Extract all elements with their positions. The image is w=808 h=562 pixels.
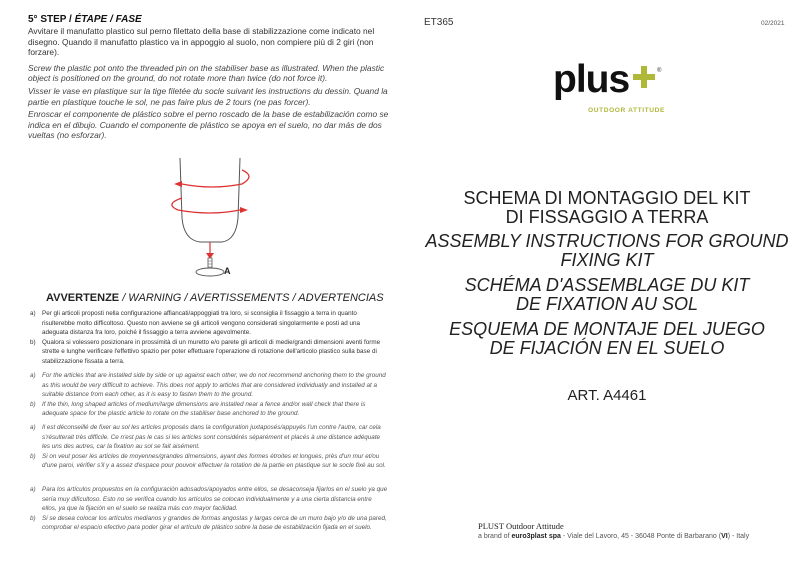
- warnings-fr: [30, 423, 388, 471]
- warning-item: a) Il est déconseillé de fixer au sol les articles proposés dans la configuration juxtaposés/appuyés l'un contre l'autre, car cela s'résulterait très difficile. Ce n'est pas le cas si les articles sont considérés séparément et placés à une distance adéquate les uns des autres, car la fixation au sol se fait aisément.: [30, 424, 381, 451]
- warning-item: b) Si se desea colocar los artículos medianos y grandes de formas angostas y largas cerca de un muro bajo y/o de una pared, comprobar el espacio efectivo para poder girar el artículo de plástico sobre la base de estabilización fijada en el suelo.: [30, 514, 387, 532]
- warning-item: b) If the thin, long shaped articles of medium/large dimensions are installed near a fence and/or wall check that there is adequate space for the plastic article to rotate on the stabiliser base anchored to the ground.: [30, 400, 366, 418]
- step-text-es: Enroscar el componente de plástico sobre el perno roscado de la base de estabilización como se indica en el dibujo. Cuando el componente de plástico se apoya en el suelo, no dar más de dos vueltas (no esforzar).: [28, 109, 389, 141]
- warning-item: b) Qualora si volessero posizionare in prossimità di un muretto e/o parete gli articoli di medie/grandi dimensioni aventi forme strette e lunghe verificare l'effettivo spazio per poter effettuare l'operazione di rotazione dell'articolo plastico sulla base di stabilizzazione fissata a terra.: [30, 338, 381, 365]
- step-text-en: Screw the plastic pot onto the threaded pin on the stabiliser base as illustrated. When the plastic object is positioned on the ground, do not rotate more than twice (do not force it).: [28, 62, 385, 84]
- brand-address: a brand of euro3plast spa - Viale del Lavoro, 45 - 36048 Ponte di Barbarano (VI) - Italy: [478, 533, 750, 540]
- rotation-arrowhead-top: [174, 181, 182, 187]
- plus-icon: [633, 66, 655, 88]
- part-label: A: [224, 266, 231, 276]
- warnings-title: AVVERTENZE / WARNING / AVERTISSEMENTS / ADVERTENCIAS: [46, 292, 384, 304]
- step-text-fr: Visser le vase en plastique sur la tige filetée du socle suivant les instructions du dessin. Quand la partie en plastique touche le sol, ne pas faire plus de 2 tours (ne pas forcer).: [28, 85, 388, 107]
- warning-item: a) Per gli articoli proposti nella configurazione affiancati/appoggiati tra loro, si sconsiglia il fissaggio a terra in quanto risulterebbe molto difficoltoso. Questo non avviene se gli articoli vengono considerati singolarmente e posti ad una adeguata distanza fra loro, poiché il fissaggio a terra avviene agevolmente.: [30, 310, 361, 337]
- logo-tagline: OUTDOOR ATTITUDE: [588, 107, 665, 114]
- document-date: 02/2021: [761, 20, 785, 27]
- assembly-illustration: [160, 158, 260, 282]
- warning-item: a) Para los artículos propuestos en la configuración adosados/apoyados entre ellos, se desaconseja fijarlos en el suelo ya que sería muy dificultoso. Esto no se verifica cuando los artículos se colocan individualmente y a una cierta distancia entre ellos, ya que la fijación en el suelo se realiza más con mayor facilidad.: [30, 486, 388, 513]
- rotation-arrowhead-bottom: [240, 207, 248, 213]
- article-number: ART. A4461: [567, 387, 647, 404]
- brand-logo: [553, 56, 665, 120]
- warnings-es: [30, 485, 388, 533]
- step-title: 5° STEP / ÉTAPE / FASE: [28, 14, 142, 25]
- brand-name: PLUST Outdoor Attitude: [478, 521, 564, 531]
- logo-wordmark: plus: [553, 58, 630, 101]
- document-code: ET365: [424, 17, 454, 28]
- rotation-arrow-bottom: [172, 198, 240, 213]
- stabiliser-base: [196, 268, 224, 276]
- title-it: SCHEMA DI MONTAGGIO DEL KIT DI FISSAGGIO A TERRA: [463, 188, 751, 227]
- registered-mark: ®: [657, 68, 662, 74]
- warning-item: a) For the articles that are installed side by side or up against each other, we do not recommend anchoring them to the ground as this would be very difficult to achieve. This does not apply to articles that are considered individually and installed at a suitable distance from each other, as it is easy to fasten them to the ground.: [30, 372, 386, 399]
- pot-outline: [180, 158, 240, 242]
- warnings-it: [30, 309, 388, 367]
- warning-item: b) Si on veut poser les articles de moyennes/grandes dimensions, ayant des formes étroites et longues, près d'un mur et/ou d'une paroi, vérifier s'il y a assez d'espace pour pouvoir effectuer la rotation de la partie en plastique sur le socle fixé au sol.: [30, 452, 386, 470]
- title-fr: SCHÉMA D'ASSEMBLAGE DU KIT DE FIXATION AU SOL: [464, 275, 750, 314]
- step-text-it: Avvitare il manufatto plastico sul perno filettato della base di stabilizzazione come indicato nel disegno. Quando il manufatto plastico va in appoggio al suolo, non compiere più di 2 giri (non forzare).: [28, 26, 375, 58]
- title-es: ESQUEMA DE MONTAJE DEL JUEGO DE FIJACIÓN EN EL SUELO: [449, 319, 765, 358]
- title-en: ASSEMBLY INSTRUCTIONS FOR GROUND FIXING KIT: [425, 231, 789, 270]
- instructions-column: [28, 14, 398, 141]
- warnings-en: [30, 371, 388, 419]
